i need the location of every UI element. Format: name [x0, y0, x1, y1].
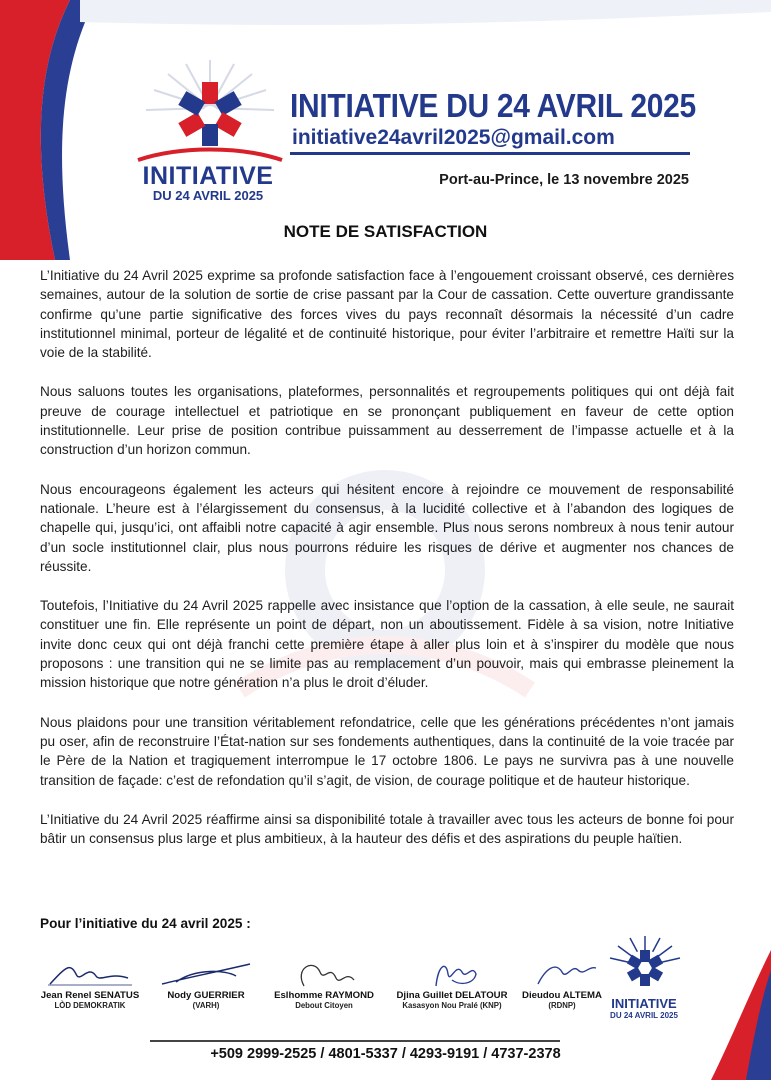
organization-title: INITIATIVE DU 24 AVRIL 2025: [290, 88, 696, 125]
paragraph: L’Initiative du 24 Avril 2025 réaffirme ainsi sa disponibilité totale à travailler avec tous les acteurs de bonne foi pour bâtir un consensus plus large et plus ambitieux, à la hauteur des défis et des aspirations du peuple haïtien.: [40, 811, 734, 847]
signatory-name: Jean Renel SENATUS: [40, 990, 140, 1001]
signatory-org: Kasasyon Nou Pralé (KNP): [402, 1001, 502, 1010]
contact-phones: +509 2999-2525 / 4801-5337 / 4293-9191 / 4737-2378: [210, 1046, 561, 1062]
document-body: [40, 266, 734, 868]
corner-swoosh-top-left: [0, 0, 120, 260]
signatory-name: Djina Guillet DELATOUR: [396, 990, 508, 1001]
signatory-1: [30, 958, 150, 1018]
signatory-name: Nody GUERRIER: [167, 990, 245, 1001]
logo-date-text: DU 24 AVRIL 2025: [152, 188, 264, 203]
signature-mark: [512, 958, 612, 990]
logo-wordmark: INITIATIVE: [142, 162, 274, 190]
signature-mark: [40, 958, 140, 990]
paragraph: Nous encourageons également les acteurs qui hésitent encore à rejoindre ce mouvement de responsabilité nationale. L’heure est à l’élargissement du consensus, à la lucidité collective et à l’abandon des logiques de chapelle qui, jusqu’ici, ont affaibli notre capacité à agir ensemble. Plus nous serons nombreux à nous tenir autour d’un socle institutionnel clair, plus nous pourrons réduire les risques de dérive et augmenter nos chances de réussite.: [40, 481, 734, 574]
paragraph: Nous plaidons pour une transition véritablement refondatrice, celle que les générations précédentes n’ont jamais pu oser, afin de reconstruire l’État-nation sur ses fondements authentiques, dans la continuité de la voie tracée par le Père de la Nation et tragiquement interrompue le 17 octobre 1806. Le pays ne survivra pas à une nouvelle transition de façade: c’est de refondation qu’il s’agit, de vision, de courage politique et de hauteur historique.: [40, 714, 734, 788]
signature-mark: [274, 958, 374, 990]
header-divider: [290, 152, 690, 155]
signatory-name: Eslhomme RAYMOND: [274, 990, 374, 1001]
signatory-2: [146, 958, 266, 1018]
signatory-org: Debout Citoyen: [295, 1001, 353, 1010]
footer-logo-wordmark: INITIATIVE: [611, 996, 677, 1011]
organization-email: initiative24avril2025@gmail.com: [292, 126, 615, 149]
footer-logo-date: DU 24 AVRIL 2025: [610, 1011, 678, 1020]
signatories-block: [30, 958, 600, 1018]
footer-divider: [150, 1040, 560, 1042]
header-band: [80, 0, 771, 30]
signatory-org: (RDNP): [548, 1001, 576, 1010]
signature-intro: Pour l’initiative du 24 avril 2025 :: [40, 916, 251, 931]
signatory-4: [392, 958, 512, 1018]
signatory-org: (VARH): [192, 1001, 220, 1010]
paragraph: Toutefois, l’Initiative du 24 Avril 2025 rappelle avec insistance que l’option de la cassation, à elle seule, ne saurait constituer une fin. Elle représente un point de départ, non un aboutissement. Fidèle à sa vision, notre Initiative invite donc ceux qui ont déjà franchi cette première étape à aller plus loin et à s’inspirer du modèle que nous proposons : une transition qui ne se limite pas au remplacement d’un pouvoir, mais qui embrasse pleinement la mission historique que notre génération n’a plus le droit d’éluder.: [40, 598, 734, 691]
signature-mark: [402, 958, 502, 990]
signatory-3: [264, 958, 384, 1018]
signatory-org: LÒD DEMOKRATIK: [54, 1001, 126, 1010]
document-title: NOTE DE SATISFACTION: [283, 222, 488, 241]
paragraph: Nous saluons toutes les organisations, plateformes, personnalités et regroupements politiques qui ont déjà fait preuve de courage intellectuel et patriotique en se prononçant publiquement en faveur de cette option institutionnelle. Leur prise de position contribue puissamment au desserrement de l’impasse actuelle et à la construction d’un horizon commun.: [40, 384, 734, 458]
signatory-name: Dieudou ALTEMA: [522, 990, 602, 1001]
place-and-date: Port-au-Prince, le 13 novembre 2025: [439, 172, 689, 188]
paragraph: L’Initiative du 24 Avril 2025 exprime sa profonde satisfaction face à l’engouement croissant observé, ces dernières semaines, autour de la solution de sortie de crise passant par la Cour de cassation. Cette ouverture grandissante confirme qu’une partie significative des forces vives du pays reconnaît désormais la nécessité d’un cadre institutionnel minimal, porteur de légalité et de continuité historique, pour éviter l’arbitraire et remettre Haïti sur la voie de la stabilité.: [40, 268, 734, 361]
signature-mark: [156, 958, 256, 990]
